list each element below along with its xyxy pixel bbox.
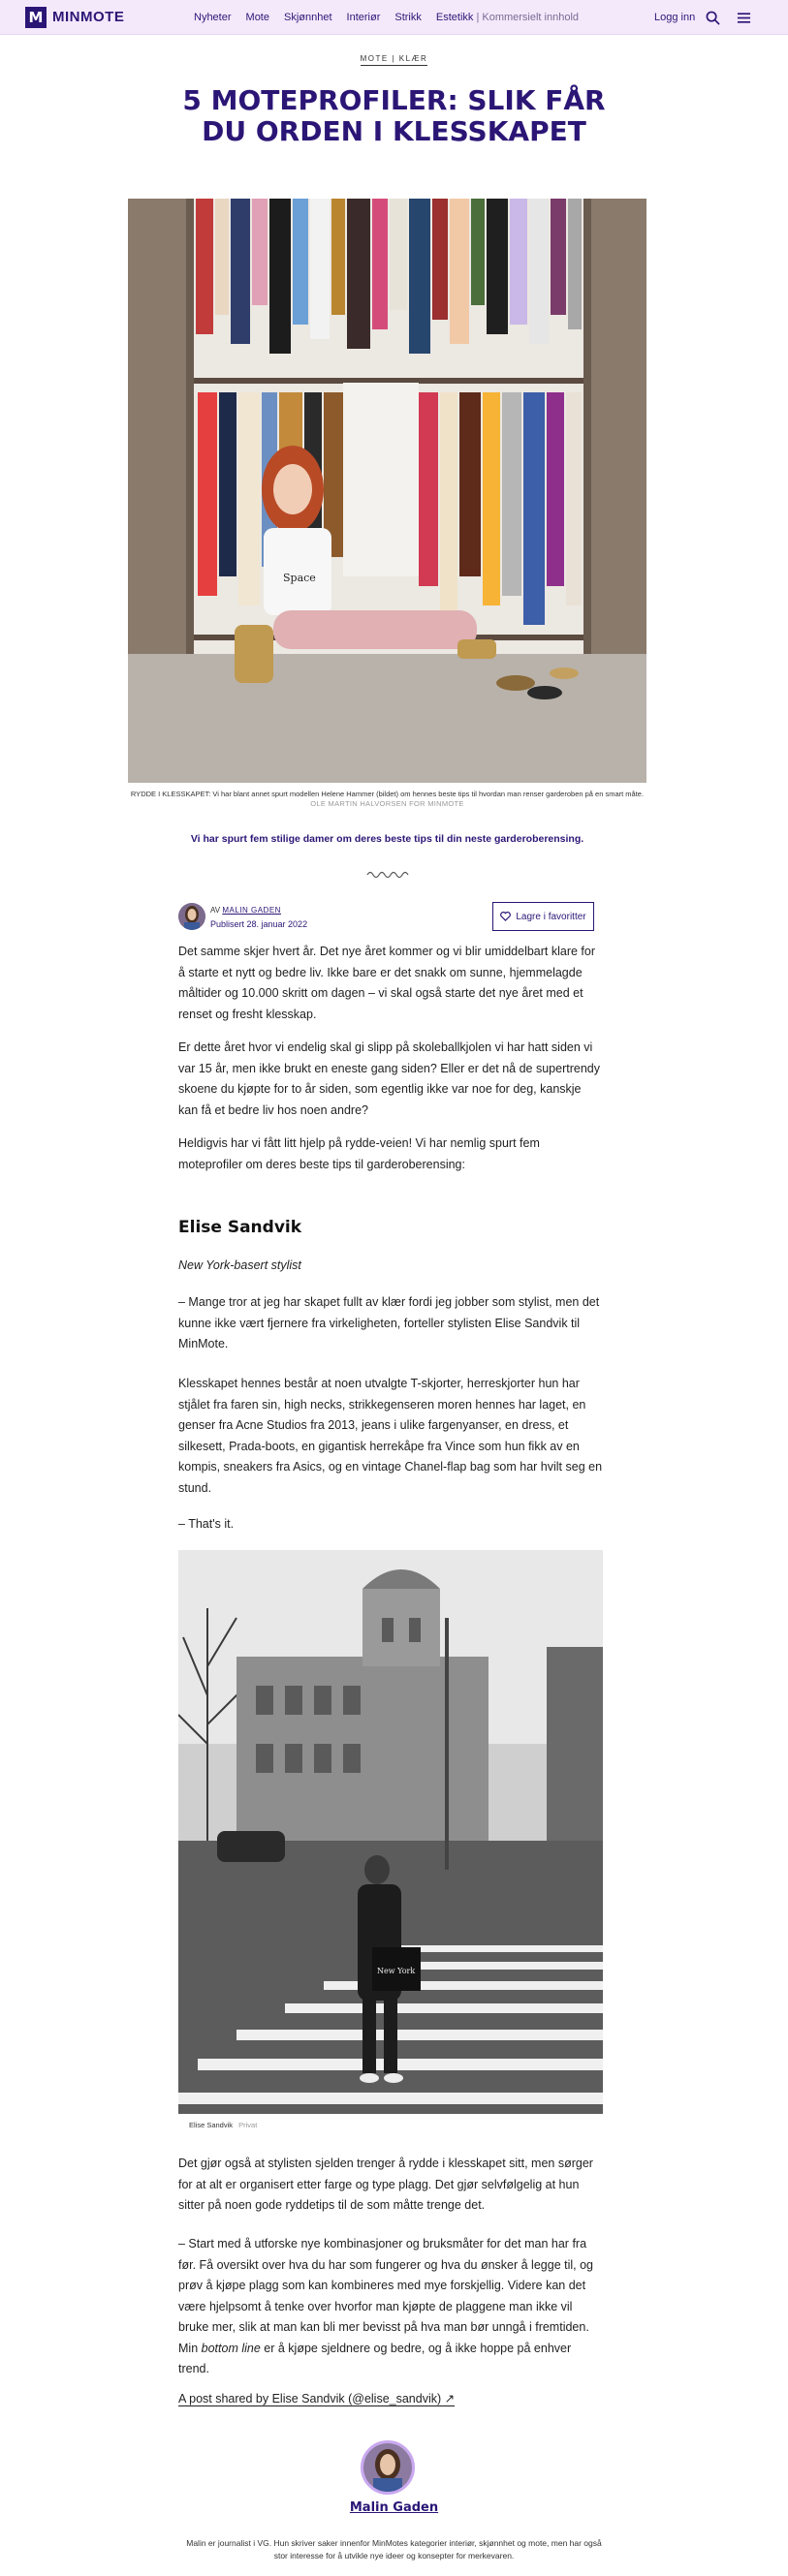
article-category-label: MOTE | KLÆR [361,54,428,66]
paragraph: Det gjør også at stylisten sjelden trenger å rydde i klesskapet sitt, men sørger for at alt er organisert etter farge og type plagg. Det gjør selvfølgelig at hun sitter på noen gode ryddetips til de som måtte trenge det. [178,2157,593,2212]
nav-item-estetikk[interactable] [436,12,579,23]
author-avatar-image [178,903,205,930]
italic-phrase: bottom line [201,2341,261,2355]
search-icon[interactable] [706,11,720,25]
street-caption-text: Elise Sandvik [189,2121,234,2129]
paragraph-with-italic [178,2234,603,2380]
login-link[interactable]: Logg inn [654,12,696,23]
logo-mark: M [25,7,47,28]
byline-prefix: AV [210,906,221,915]
street-photo-caption [189,2121,257,2129]
author-link[interactable]: MALIN GADEN [222,906,281,915]
paragraph-text-end: er å kjøpe sjeldnere og bedre, og å ikke hoppe på enhver trend. [178,2341,572,2375]
hero-caption [128,790,646,809]
paragraph: Klesskapet hennes består at noen utvalgte T-skjorter, herreskjorter hun har stjålet fra faren sin, high necks, strikkegenseren moren hennes har laget, en genser fra Acne Studios fra 2013, jeans i ulike fargenyanser, en dress, et silkesett, Prada-boots, en gigantisk herrekåpe fra Vince som hun fikk av en kompis, sneakers fra Asics, og en vintage Chanel-flap bag som har hvilt seg en stund. [178,1377,603,1495]
hero-image [128,199,646,783]
article-lead: Vi har spurt fem stilige damer om deres beste tips til din neste garderoberensing. [190,833,584,845]
hero-caption-text: RYDDE I KLESSKAPET: Vi har blant annet spurt modellen Helene Hammer (bildet) om hennes beste tips til hvordan man renser garderoben på en smart måte. [130,790,645,798]
paragraph: Det samme skjer hvert år. Det nye året kommer og vi blir umiddelbart klare for å starte et nytt og bedre liv. Ikke bare er det snakk om sunne, hjemmelagde måltider og 10.000 skritt om dagen – vi skal også starte det nye året med et renset og fresht klesskap. [178,945,596,1021]
footer-avatar-image [363,2443,412,2492]
paragraph: – That's it. [178,1517,235,1531]
paragraph-text: – Start med å utforske nye kombinasjoner og bruksmåter for det man har fra før. Få oversikt over hva du har som fungerer og hva du ønsker å legge til, og prøv å kjøpe plagg som kan kombineres med mye forskjellig. Videre kan det være hjelpsomt å tenke over hvorfor man kjøpte de plaggene man ikke vil bruke mer, slik at man kan bli mer bevisst på hva man bør unngå i fremtiden. Min [178,2237,593,2355]
street-photo [178,1550,603,2114]
heart-icon [500,912,511,921]
nav-item-sponsored[interactable]: | Kommersielt innhold [476,12,580,23]
paragraph: – Mange tror at jeg har skapet fullt av klær fordi jeg jobber som stylist, men det kunne ikke vært fjernere fra virkeligheten, forteller stylisten Elise Sandvik til MinMote. [178,1295,600,1350]
nav-item-strikk[interactable]: Strikk [394,12,422,23]
footer-author-bio: Malin er journalist i VG. Hun skriver saker innenfor MinMotes kategorier interiør, skjønnhet og mote, men har også stor interesse for å utvikle nye ideer og konsepter for merkevaren. [186,2538,602,2560]
nav-item-interior[interactable]: Interiør [346,12,381,23]
hero-credit: OLE MARTIN HALVORSEN FOR MINMOTE [310,799,464,808]
logo[interactable] [25,7,124,28]
hero-illustration [128,199,646,783]
paragraph: Er dette året hvor vi endelig skal gi slipp på skoleballkjolen vi har hatt siden vi var 15 år, men ikke brukt en eneste gang siden? Eller er det nå de supertrendy skoene du kjøpte for to år siden, som egentlig ikke var noe for deg, kanskje kan få et bedre liv hos noen andre? [178,1040,600,1117]
site-header [0,0,788,35]
street-illustration [178,1550,603,2114]
article-title: 5 MOTEPROFILER: SLIK FÅR DU ORDEN I KLESSKAPET [182,84,606,147]
byline [210,906,281,915]
save-to-favorites-button[interactable] [492,902,594,931]
hamburger-menu-icon[interactable] [737,11,751,25]
squiggle-divider-icon [366,869,409,881]
nav-item-mote[interactable]: Mote [245,12,269,23]
tote-bag-print: New York [377,1967,416,1975]
section-subtitle: New York-basert stylist [178,1258,301,1272]
nav-item-skjonnhet[interactable]: Skjønnhet [284,12,332,23]
nav-item-nyheter[interactable]: Nyheter [194,12,232,23]
section-heading: Elise Sandvik [178,1218,302,1237]
author-avatar[interactable] [178,903,205,930]
logo-text: MINMOTE [52,9,125,25]
published-date: Publisert 28. januar 2022 [210,919,308,929]
street-caption-credit: Privat [238,2121,258,2129]
nav-item-estetikk-label: Estetikk [435,12,474,23]
footer-author-name[interactable]: Malin Gaden [349,2500,439,2515]
main-nav [194,0,579,35]
paragraph: Heldigvis har vi fått litt hjelp på rydde-veien! Vi har nemlig spurt fem moteprofiler om deres beste tips til garderoberensing: [178,1136,540,1171]
instagram-post-link[interactable]: A post shared by Elise Sandvik (@elise_sandvik) ↗ [178,2392,456,2405]
tshirt-print: Space [283,572,316,584]
article-category[interactable] [0,54,788,63]
footer-author-avatar[interactable] [361,2440,415,2495]
save-label: Lagre i favoritter [516,911,586,922]
